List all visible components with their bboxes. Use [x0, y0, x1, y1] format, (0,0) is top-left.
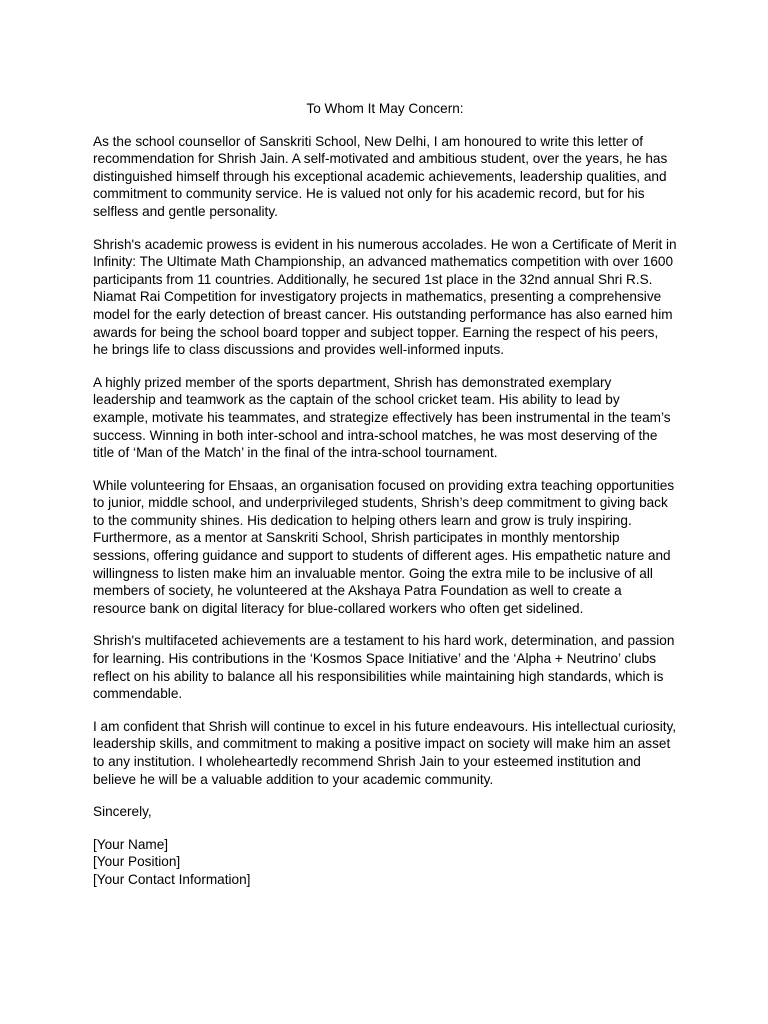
signature-block [93, 836, 677, 889]
letter-salutation: To Whom It May Concern: [306, 101, 464, 116]
paragraph-academics: Shrish's academic prowess is evident in his numerous accolades. He won a Certificate of Merit in Infinity: The Ultimate Math Championship, an advanced mathematics competition with over 1600 participants from 11 countries. Additionally, he secured 1st place in the 32nd annual Shri R.S. Niamat Rai Competition for investigatory projects in mathematics, presenting a comprehensive model for the early detection of breast cancer. His outstanding performance has also earned him awards for being the school board topper and subject topper. Earning the respect of his peers, he brings life to class discussions and provides well-informed inputs. [93, 236, 677, 358]
paragraph-clubs: Shrish's multifaceted achievements are a testament to his hard work, determination, and passion for learning. His contributions in the ‘Kosmos Space Initiative’ and the ‘Alpha + Neutrino’ clubs reflect on his ability to balance all his responsibilities while maintaining high standards, which is commendable. [93, 633, 675, 702]
recommendation-letter [93, 100, 677, 889]
paragraph-sports: A highly prized member of the sports department, Shrish has demonstrated exemplary leadership and teamwork as the captain of the school cricket team. His ability to lead by example, motivate his teammates, and strategize effectively has been instrumental in the team’s success. Winning in both inter-school and intra-school matches, he was most deserving of the title of ‘Man of the Match’ in the final of the intra-school tournament. [93, 374, 671, 461]
letter-closing: Sincerely, [93, 804, 152, 820]
signature-contact: [Your Contact Information] [93, 871, 251, 887]
paragraph-introduction: As the school counsellor of Sanskriti School, New Delhi, I am honoured to write this letter of recommendation for Shrish Jain. A self-motivated and ambitious student, over the years, he has distinguished himself through his exceptional academic achievements, leadership qualities, and commitment to community service. He is valued not only for his academic record, but for his selfless and gentle personality. [93, 133, 668, 219]
signature-position: [Your Position] [93, 854, 181, 870]
paragraph-conclusion: I am confident that Shrish will continue to excel in his future endeavours. His intellectual curiosity, leadership skills, and commitment to making a positive impact on society will make him an asset to any institution. I wholeheartedly recommend Shrish Jain to your esteemed institution and believe he will be a valuable addition to your academic community. [93, 718, 677, 787]
paragraph-volunteering: While volunteering for Ehsaas, an organisation focused on providing extra teaching opportunities to junior, middle school, and underprivileged students, Shrish’s deep commitment to giving back to the community shines. His dedication to helping others learn and grow is truly inspiring. Furthermore, as a mentor at Sanskriti School, Shrish participates in monthly mentorship sessions, offering guidance and support to students of different ages. His empathetic nature and willingness to listen make him an invaluable mentor. Going the extra mile to be inclusive of all members of society, he volunteered at the Akshaya Patra Foundation as well to create a resource bank on digital literacy for blue-collared workers who often get sidelined. [93, 477, 675, 616]
signature-name: [Your Name] [93, 836, 169, 852]
